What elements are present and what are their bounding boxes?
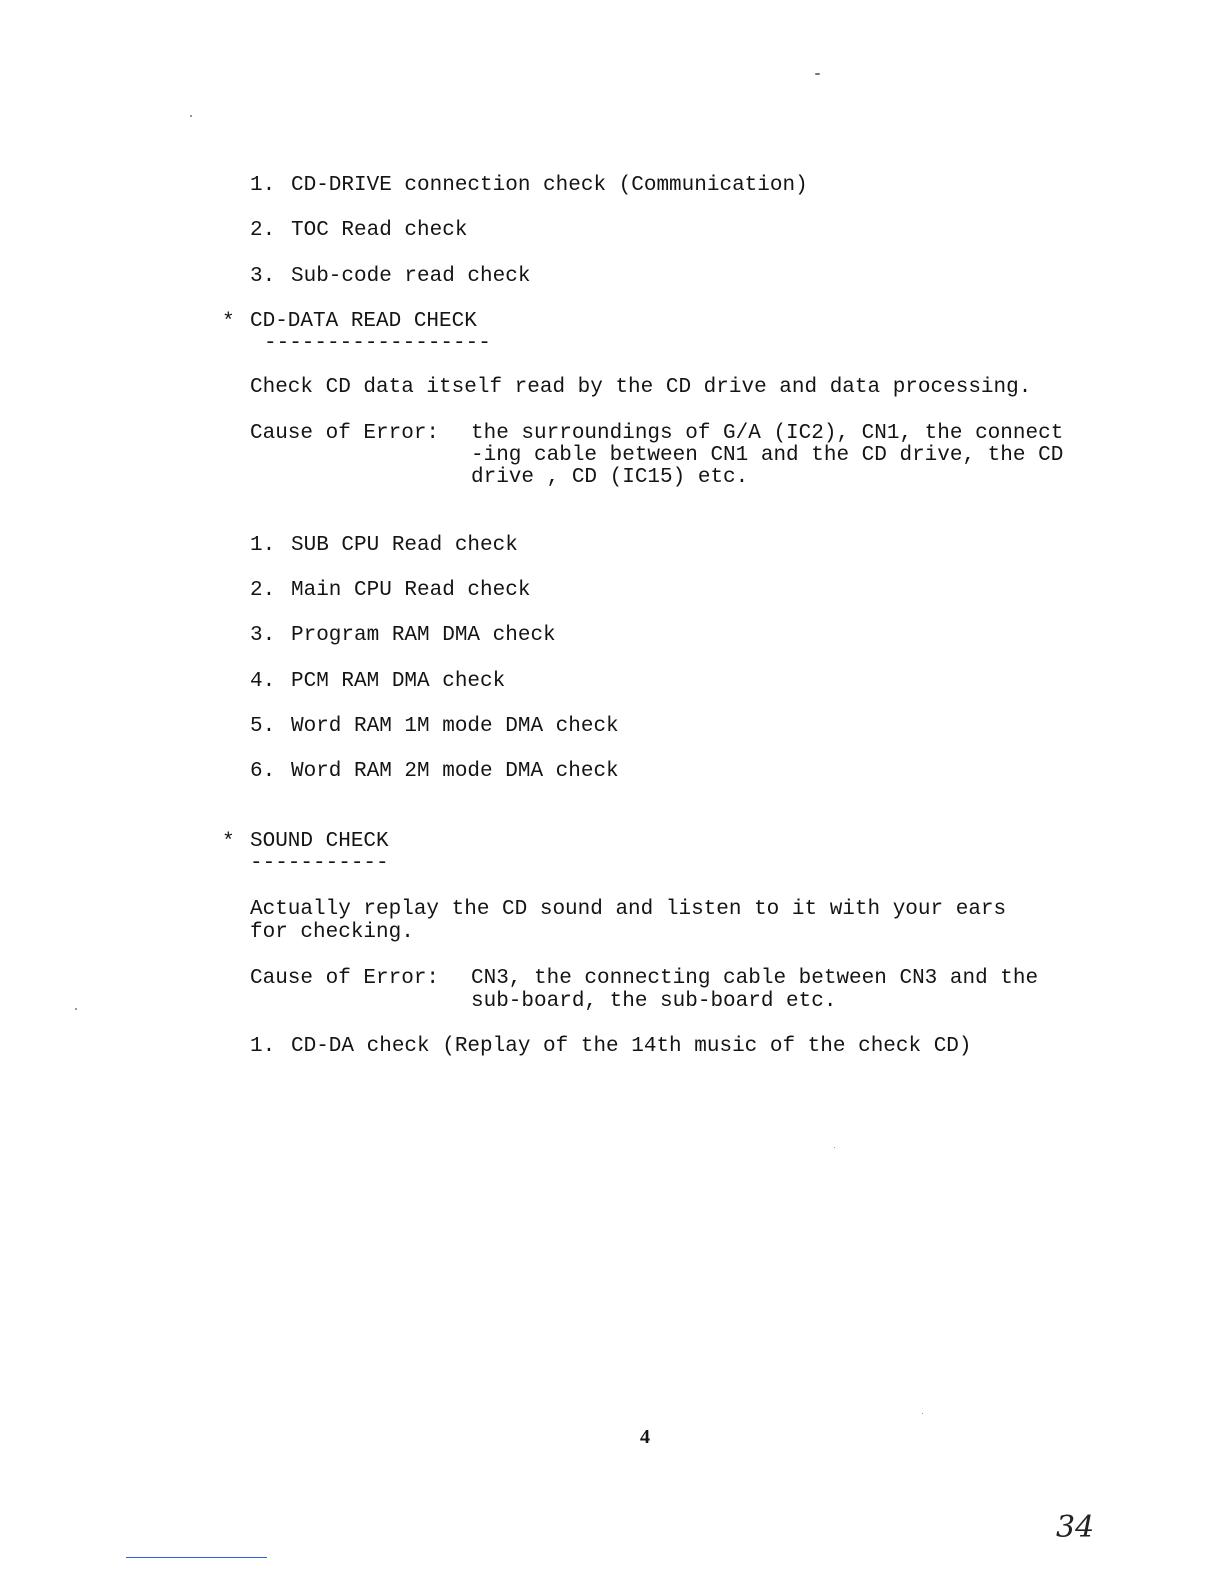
item-text: TOC Read check — [291, 219, 468, 242]
item-text: Word RAM 2M mode DMA check — [291, 760, 619, 783]
cause-line: drive , CD (IC15) etc. — [471, 466, 749, 489]
footer-rule — [126, 1557, 267, 1558]
item-text: PCM RAM DMA check — [291, 670, 506, 693]
section-description: for checking. — [250, 921, 414, 944]
item-text: CD-DRIVE connection check (Communication) — [291, 174, 808, 197]
section-heading: CD-DATA READ CHECK — [250, 310, 477, 333]
item-number: 4. — [250, 670, 276, 693]
list-item — [250, 535, 518, 557]
scan-speck — [922, 1413, 923, 1414]
item-number: 2. — [250, 579, 276, 602]
scan-speck — [190, 115, 192, 117]
item-number: 1. — [250, 174, 276, 197]
list-item — [250, 761, 619, 783]
section-description: Check CD data itself read by the CD drive and data processing. — [250, 376, 1032, 399]
list-item — [250, 175, 808, 197]
list-item — [250, 625, 556, 647]
list-item — [250, 716, 619, 738]
item-text: Main CPU Read check — [291, 579, 531, 602]
item-number: 3. — [250, 624, 276, 647]
item-text: Word RAM 1M mode DMA check — [291, 715, 619, 738]
list-item — [250, 671, 505, 693]
page-number: 4 — [640, 1426, 650, 1448]
scan-speck — [815, 73, 820, 75]
item-text: CD-DA check (Replay of the 14th music of the check CD) — [291, 1035, 972, 1058]
list-item — [250, 266, 530, 288]
item-number: 2. — [250, 219, 276, 242]
item-number: 6. — [250, 760, 276, 783]
item-text: Program RAM DMA check — [291, 624, 556, 647]
handwritten-page-number: 34 — [1056, 1510, 1095, 1545]
item-number: 1. — [250, 1035, 276, 1058]
item-number: 1. — [250, 534, 276, 557]
cause-label: Cause of Error: — [250, 422, 440, 445]
section-description: Actually replay the CD sound and listen to it with your ears — [250, 898, 1007, 921]
cause-line: sub-board, the sub-board etc. — [471, 990, 837, 1013]
scan-speck — [75, 1008, 77, 1010]
item-number: 5. — [250, 715, 276, 738]
item-number: 3. — [250, 265, 276, 288]
cause-line: -ing cable between CN1 and the CD drive, the CD — [471, 444, 1064, 467]
cause-label: Cause of Error: — [250, 967, 440, 990]
list-item — [250, 220, 467, 242]
heading-underline: ------------------ — [264, 332, 491, 355]
section-bullet: * — [222, 311, 235, 334]
list-item — [250, 1036, 972, 1058]
list-item — [250, 580, 530, 602]
section-heading: SOUND CHECK — [250, 830, 389, 853]
item-text: SUB CPU Read check — [291, 534, 518, 557]
cause-line: the surroundings of G/A (IC2), CN1, the connect — [471, 422, 1064, 445]
cause-line: CN3, the connecting cable between CN3 and the — [471, 967, 1039, 990]
scan-speck — [834, 1147, 835, 1148]
section-bullet: * — [222, 831, 235, 854]
item-text: Sub-code read check — [291, 265, 531, 288]
heading-underline: ----------- — [250, 852, 389, 875]
